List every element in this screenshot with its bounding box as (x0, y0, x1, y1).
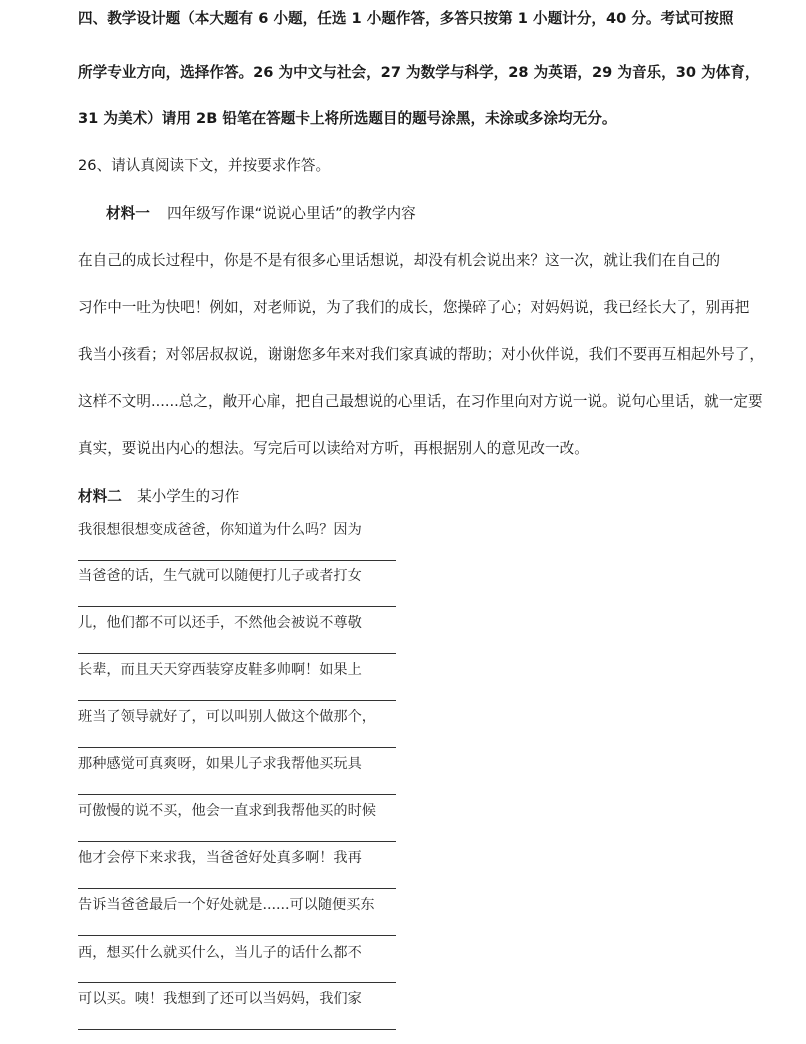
question-26-instruction: 26、请认真阅读下文，并按要求作答。 (78, 157, 331, 174)
material-one-label: 材料一 (106, 205, 150, 222)
essay-line-6: 那种感觉可真爽呀，如果儿子求我帮他买玩具 (78, 756, 362, 772)
essay-line-11: 可以买。咦！我想到了还可以当妈妈，我们家 (78, 991, 362, 1007)
essay-line-5: 班当了领导就好了，可以叫别人做这个做那个， (78, 709, 376, 725)
essay-rule-11 (78, 1029, 396, 1030)
material-one-line-3: 我当小孩看；对邻居叔叔说，谢谢您多年来对我们家真诚的帮助；对小伙伴说，我们不要再互相起外号了， (78, 346, 764, 363)
material-one-line-5: 真实，要说出内心的想法。写完后可以读给对方听，再根据别人的意见改一改。 (78, 440, 589, 457)
material-one-line-1: 在自己的成长过程中，你是不是有很多心里话想说，却没有机会说出来？这一次，就让我们在自己的 (78, 252, 721, 269)
essay-rule-1 (78, 560, 396, 561)
essay-rule-9 (78, 935, 396, 936)
essay-rule-4 (78, 700, 396, 701)
essay-rule-8 (78, 888, 396, 889)
material-one-line-2: 习作中一吐为快吧！例如，对老师说，为了我们的成长，您操碎了心；对妈妈说，我已经长大了，别再把 (78, 299, 750, 316)
material-two-heading (78, 487, 239, 507)
section-four-line-2: 所学专业方向，选择作答。26 为中文与社会，27 为数学与科学，28 为英语，29 为音乐，30 为体育， (78, 64, 760, 81)
section-four-line-1: 四、教学设计题（本大题有 6 小题，任选 1 小题作答，多答只按第 1 小题计分，40 分。考试可按照 (78, 10, 734, 27)
essay-rule-2 (78, 606, 396, 607)
essay-rule-3 (78, 653, 396, 654)
essay-rule-10 (78, 982, 396, 983)
essay-line-2: 当爸爸的话，生气就可以随便打儿子或者打女 (78, 568, 362, 584)
material-two-title: 某小学生的习作 (137, 488, 240, 505)
material-one-title: 四年级写作课“说说心里话”的教学内容 (167, 205, 416, 222)
essay-line-3: 儿，他们都不可以还手，不然他会被说不尊敬 (78, 615, 362, 631)
essay-rule-5 (78, 747, 396, 748)
essay-line-9: 告诉当爸爸最后一个好处就是......可以随便买东 (78, 897, 375, 913)
essay-line-7: 可傲慢的说不买，他会一直求到我帮他买的时候 (78, 803, 376, 819)
material-one-line-4: 这样不文明......总之，敞开心扉，把自己最想说的心里话，在习作里向对方说一说。说句心里话，就一定要 (78, 393, 763, 410)
essay-line-8: 他才会停下来求我，当爸爸好处真多啊！我再 (78, 850, 362, 866)
section-four-line-3: 31 为美术）请用 2B 铅笔在答题卡上将所选题目的题号涂黑，未涂或多涂均无分。 (78, 110, 617, 127)
essay-line-1: 我很想很想变成爸爸，你知道为什么吗？因为 (78, 522, 362, 538)
material-one-heading (106, 204, 416, 224)
material-two-label: 材料二 (78, 488, 122, 505)
essay-line-4: 长辈，而且天天穿西装穿皮鞋多帅啊！如果上 (78, 662, 362, 678)
essay-rule-6 (78, 794, 396, 795)
essay-line-10: 西，想买什么就买什么，当儿子的话什么都不 (78, 945, 362, 961)
essay-rule-7 (78, 841, 396, 842)
